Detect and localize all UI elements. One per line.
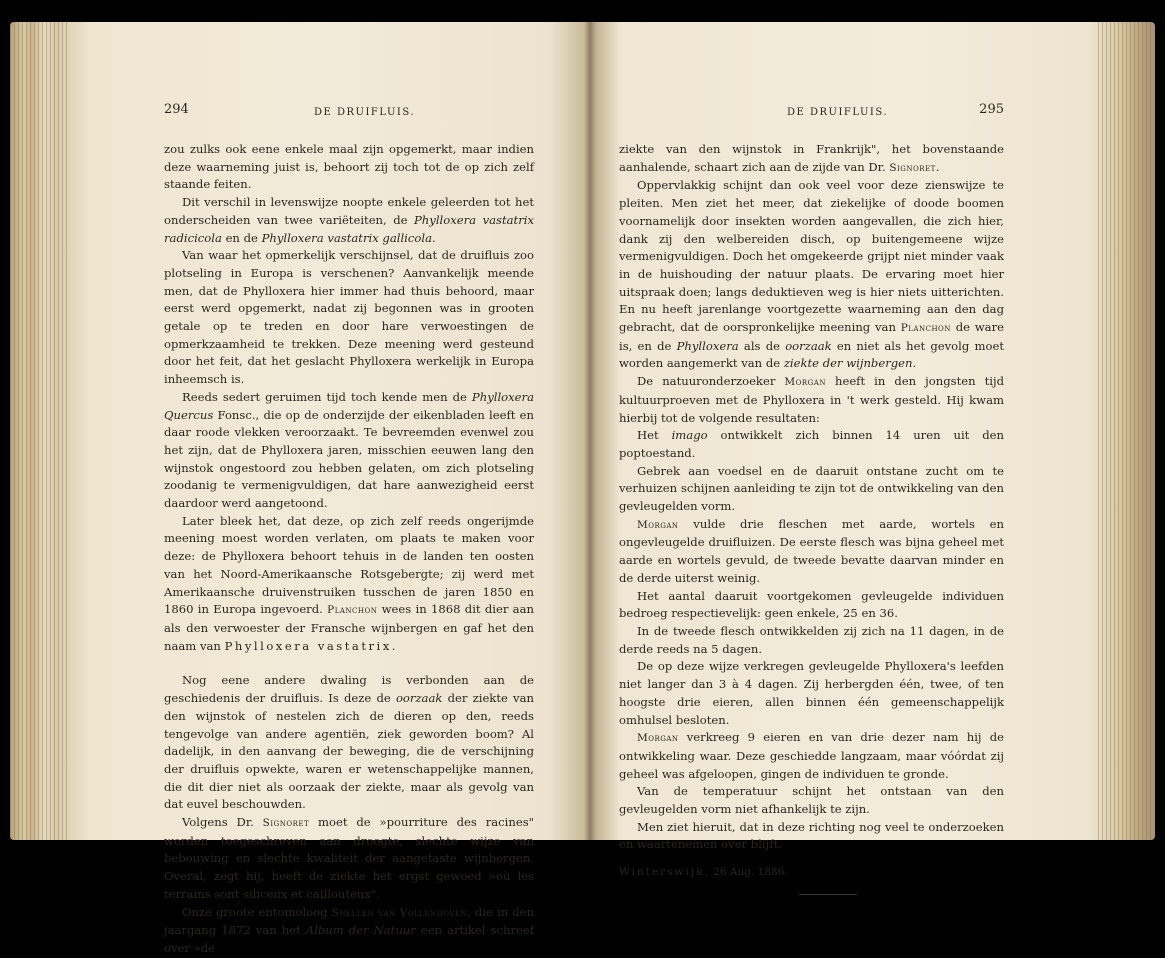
text-run: vulde drie fleschen met aarde, wortels en ongevleugelde druifluizen. De eerste flesch was bijna geheel met aarde en wortels gevuld, de tweede bevatte daarvan minder en de derde uiterst weinig. bbox=[619, 516, 1004, 585]
right-page-body bbox=[619, 141, 1004, 854]
right-paragraph bbox=[619, 373, 1004, 427]
right-paragraph bbox=[619, 819, 1004, 854]
left-paragraph bbox=[164, 672, 534, 814]
right-running-head: DE DRUIFLUIS. bbox=[787, 107, 889, 118]
text-run: als de bbox=[738, 338, 786, 353]
text-run: ziekte van den wijnstok in Frankrijk", het bovenstaande aanhalende, schaart zich aan de zijde van Dr. bbox=[619, 142, 1004, 174]
text-run: ziekte der wijnbergen. bbox=[783, 356, 917, 371]
left-paragraph bbox=[164, 814, 534, 904]
end-rule bbox=[799, 894, 857, 895]
text-run: De natuuronderzoeker bbox=[637, 374, 785, 389]
right-paragraph bbox=[619, 427, 1004, 462]
text-run: oorzaak bbox=[785, 338, 832, 353]
text-run: Gebrek aan voedsel en de daaruit ontstane zucht om te verhuizen schijnen aanleiding te zijn tot de ontwikkeling van den gevleugelden vorm. bbox=[619, 463, 1004, 514]
text-run: Later bleek het, dat deze, op zich zelf reeds ongerijmde meening moest worden verlaten, om plaats te maken voor deze: de Phylloxera behoort tehuis in de landen ten oosten van het Noord-Amerikaansche Rotsgebergte; zij werd met Amerikaansche druivenstruiken tusschen de jaren 1850 en 1860 in Europa ingevoerd. bbox=[164, 513, 534, 617]
left-page-edges bbox=[10, 22, 70, 840]
text-run: Men ziet hieruit, dat in deze richting nog veel te onderzoeken en waartenemen over blijft. bbox=[619, 819, 1004, 852]
text-run: Volgens Dr. bbox=[182, 815, 263, 830]
text-run: moet de »pourriture des racines" worden toegeschreven aan droogte, slechte wijze van bebouwing en slechte kwaliteit der aangetaste wijnbergen. Overal, zegt hij, heeft de ziekte het ergst gewoed »où les terrains sont siliceux et caillouteux". bbox=[164, 815, 534, 901]
text-run: Phylloxera vastatrix. bbox=[224, 638, 398, 653]
text-run: en niet als het gevolg moet worden aangemerkt van de bbox=[619, 338, 1004, 371]
left-paragraph bbox=[164, 194, 534, 247]
left-page bbox=[164, 104, 534, 958]
text-run: Van de temperatuur schijnt het ontstaan van den gevleugelden vorm niet afhankelijk te zijn. bbox=[619, 784, 1004, 817]
text-run: Phylloxera bbox=[676, 338, 739, 353]
right-page-edges bbox=[1098, 22, 1153, 840]
text-run: Morgan bbox=[637, 732, 679, 745]
signature-date: 26 Aug. 1886. bbox=[713, 866, 788, 879]
left-paragraph bbox=[164, 904, 534, 958]
right-paragraph bbox=[619, 463, 1004, 516]
text-run: de ware is, en de bbox=[619, 320, 1004, 353]
text-run: Phylloxera vastatrix radicicola bbox=[164, 212, 534, 245]
right-paragraph bbox=[619, 623, 1004, 658]
text-run: en de bbox=[221, 230, 262, 245]
text-run: Het aantal daaruit voortgekomen gevleugelde individuen bedroeg respectievelijk: geen enkele, 25 en 36. bbox=[619, 588, 1004, 621]
text-run: In de tweede flesch ontwikkelden zij zich na 11 dagen, in de derde reeds na 5 dagen. bbox=[619, 623, 1004, 656]
right-paragraph bbox=[619, 729, 1004, 783]
right-page-number: 295 bbox=[979, 102, 1004, 117]
right-paragraph bbox=[619, 658, 1004, 729]
text-run: wees in 1868 dit dier aan als den verwoester der Fransche wijnbergen en gaf het den naam van bbox=[164, 602, 534, 653]
text-run: Planchon bbox=[327, 604, 378, 617]
left-paragraph bbox=[164, 389, 534, 513]
right-page bbox=[619, 104, 1004, 895]
text-run: De op deze wijze verkregen gevleugelde Phylloxera's leefden niet langer dan 3 à 4 dagen. Zij herbergden één, twee, of ten hoogste drie eieren, allen binnen één gemeenschappelijk omhulsel besloten. bbox=[619, 659, 1004, 727]
text-run: ontwikkelt zich binnen 14 uren uit den poptoestand. bbox=[619, 428, 1004, 460]
text-run: Onze groote entomoloog bbox=[182, 904, 332, 919]
left-running-head: DE DRUIFLUIS. bbox=[314, 107, 416, 118]
text-run: verkreeg 9 eieren en van drie dezer nam hij de ontwikkeling waar. Deze geschiedde langzaam, maar vóórdat zij geheel was afgeloopen, gingen de individuen te gronde. bbox=[619, 730, 1004, 781]
left-page-body bbox=[164, 141, 534, 958]
text-run: Signoret bbox=[889, 161, 936, 174]
right-paragraph bbox=[619, 177, 1004, 373]
text-run: Dit verschil in levenswijze noopte enkele geleerden tot het onderscheiden van twee variëteiten, de bbox=[164, 195, 534, 227]
text-run: , die in den jaargang 1872 van het bbox=[164, 904, 534, 938]
text-run: oorzaak bbox=[395, 691, 443, 706]
text-run: . bbox=[935, 159, 940, 174]
signature-line bbox=[619, 864, 1004, 882]
text-run: een artikel schreef over »de bbox=[164, 923, 534, 955]
right-page-header bbox=[619, 104, 1004, 122]
left-page-header bbox=[164, 104, 534, 122]
text-run: Snellen van Vollenhoven bbox=[331, 906, 468, 919]
left-paragraph bbox=[164, 141, 534, 194]
right-paragraph bbox=[619, 141, 1004, 177]
text-run: Reeds sedert geruimen tijd toch kende men de bbox=[182, 389, 472, 404]
text-run: zou zulks ook eene enkele maal zijn opgemerkt, maar indien deze waarneming juist is, behoort zij toch tot de op zich zelf staande feiten. bbox=[164, 142, 534, 192]
text-run: Album der Natuur bbox=[305, 923, 416, 938]
text-run: Oppervlakkig schijnt dan ook veel voor deze zienswijze te pleiten. Men ziet het meer, dat ziekelijke of doode boomen voornamelijk door insekten worden aangevallen, die zich hier, dank zij den welbereiden disch, op buitengemeene wijze vermenigvuldigen. Doch het omgekeerde grijpt niet minder vaak in de huishouding der natuur plaats. De ervaring moet hier uitspraak doen; langs deduktieven weg is hier niets uitterichten. En nu heeft jarenlange voortgezette waarneming aan den dag gebracht, dat de oorspronkelijke meening van bbox=[619, 178, 1004, 335]
text-run: Planchon bbox=[900, 322, 951, 335]
text-run: Nog eene andere dwaling is verbonden aan de geschiedenis der druifluis. Is deze de bbox=[164, 673, 534, 706]
text-run: imago bbox=[671, 428, 708, 443]
left-paragraph bbox=[164, 247, 534, 389]
text-run: Signoret bbox=[262, 817, 310, 830]
text-run: Fonsc., die op de onderzijde der eikenbladen leeft en daar roode vlekken veroorzaakt. Te bevreemden evenwel zou het zijn, dat de Phylloxera jaren, misschien eeuwen lang den wijnstok ongestoord zou hebben gelaten, om zich plotseling zoodanig te vermenigvuldigen, dat hare aanwezigheid eerst daardoor werd aangetoond. bbox=[164, 407, 534, 511]
signature-place: Winterswijk, bbox=[619, 866, 710, 879]
text-run: Phylloxera vastatrix gallicola. bbox=[261, 230, 436, 245]
left-page-number: 294 bbox=[164, 102, 189, 117]
text-run: heeft in den jongsten tijd kultuurproeven met de Phylloxera in 't werk gesteld. Hij kwam hierbij tot de volgende resultaten: bbox=[619, 374, 1004, 425]
text-run: Morgan bbox=[637, 518, 679, 531]
text-run: Het bbox=[637, 428, 672, 443]
left-paragraph bbox=[164, 513, 534, 656]
right-paragraph bbox=[619, 588, 1004, 623]
right-paragraph bbox=[619, 783, 1004, 818]
text-run: Van waar het opmerkelijk verschijnsel, dat de druifluis zoo plotseling in Europa is verschenen? Aanvankelijk meende men, dat de Phylloxera hier immer had thuis behoord, maar eerst werd opgemerkt, nadat zij begonnen was in grooten getale op te treden en door hare verwoestingen de opmerkzaamheid te trekken. Deze meening werd gesteund door het feit, dat het geslacht Phylloxera werkelijk in Europa inheemsch is. bbox=[164, 248, 534, 387]
text-run: Morgan bbox=[784, 376, 826, 389]
text-run: Phylloxera Quercus bbox=[164, 389, 534, 422]
right-paragraph bbox=[619, 516, 1004, 588]
text-run: der ziekte van den wijnstok of nestelen zich de dieren op den, reeds tengevolge van andere agentiën, ziek geworden boom? Al dadelijk, in den aanvang der beweging, die de verschijning der druifluis opwekte, waren er wetenschappelijke mannen, die dit dier niet als oorzaak der ziekte, maar als gevolg van dat euvel beschouwden. bbox=[164, 691, 534, 812]
